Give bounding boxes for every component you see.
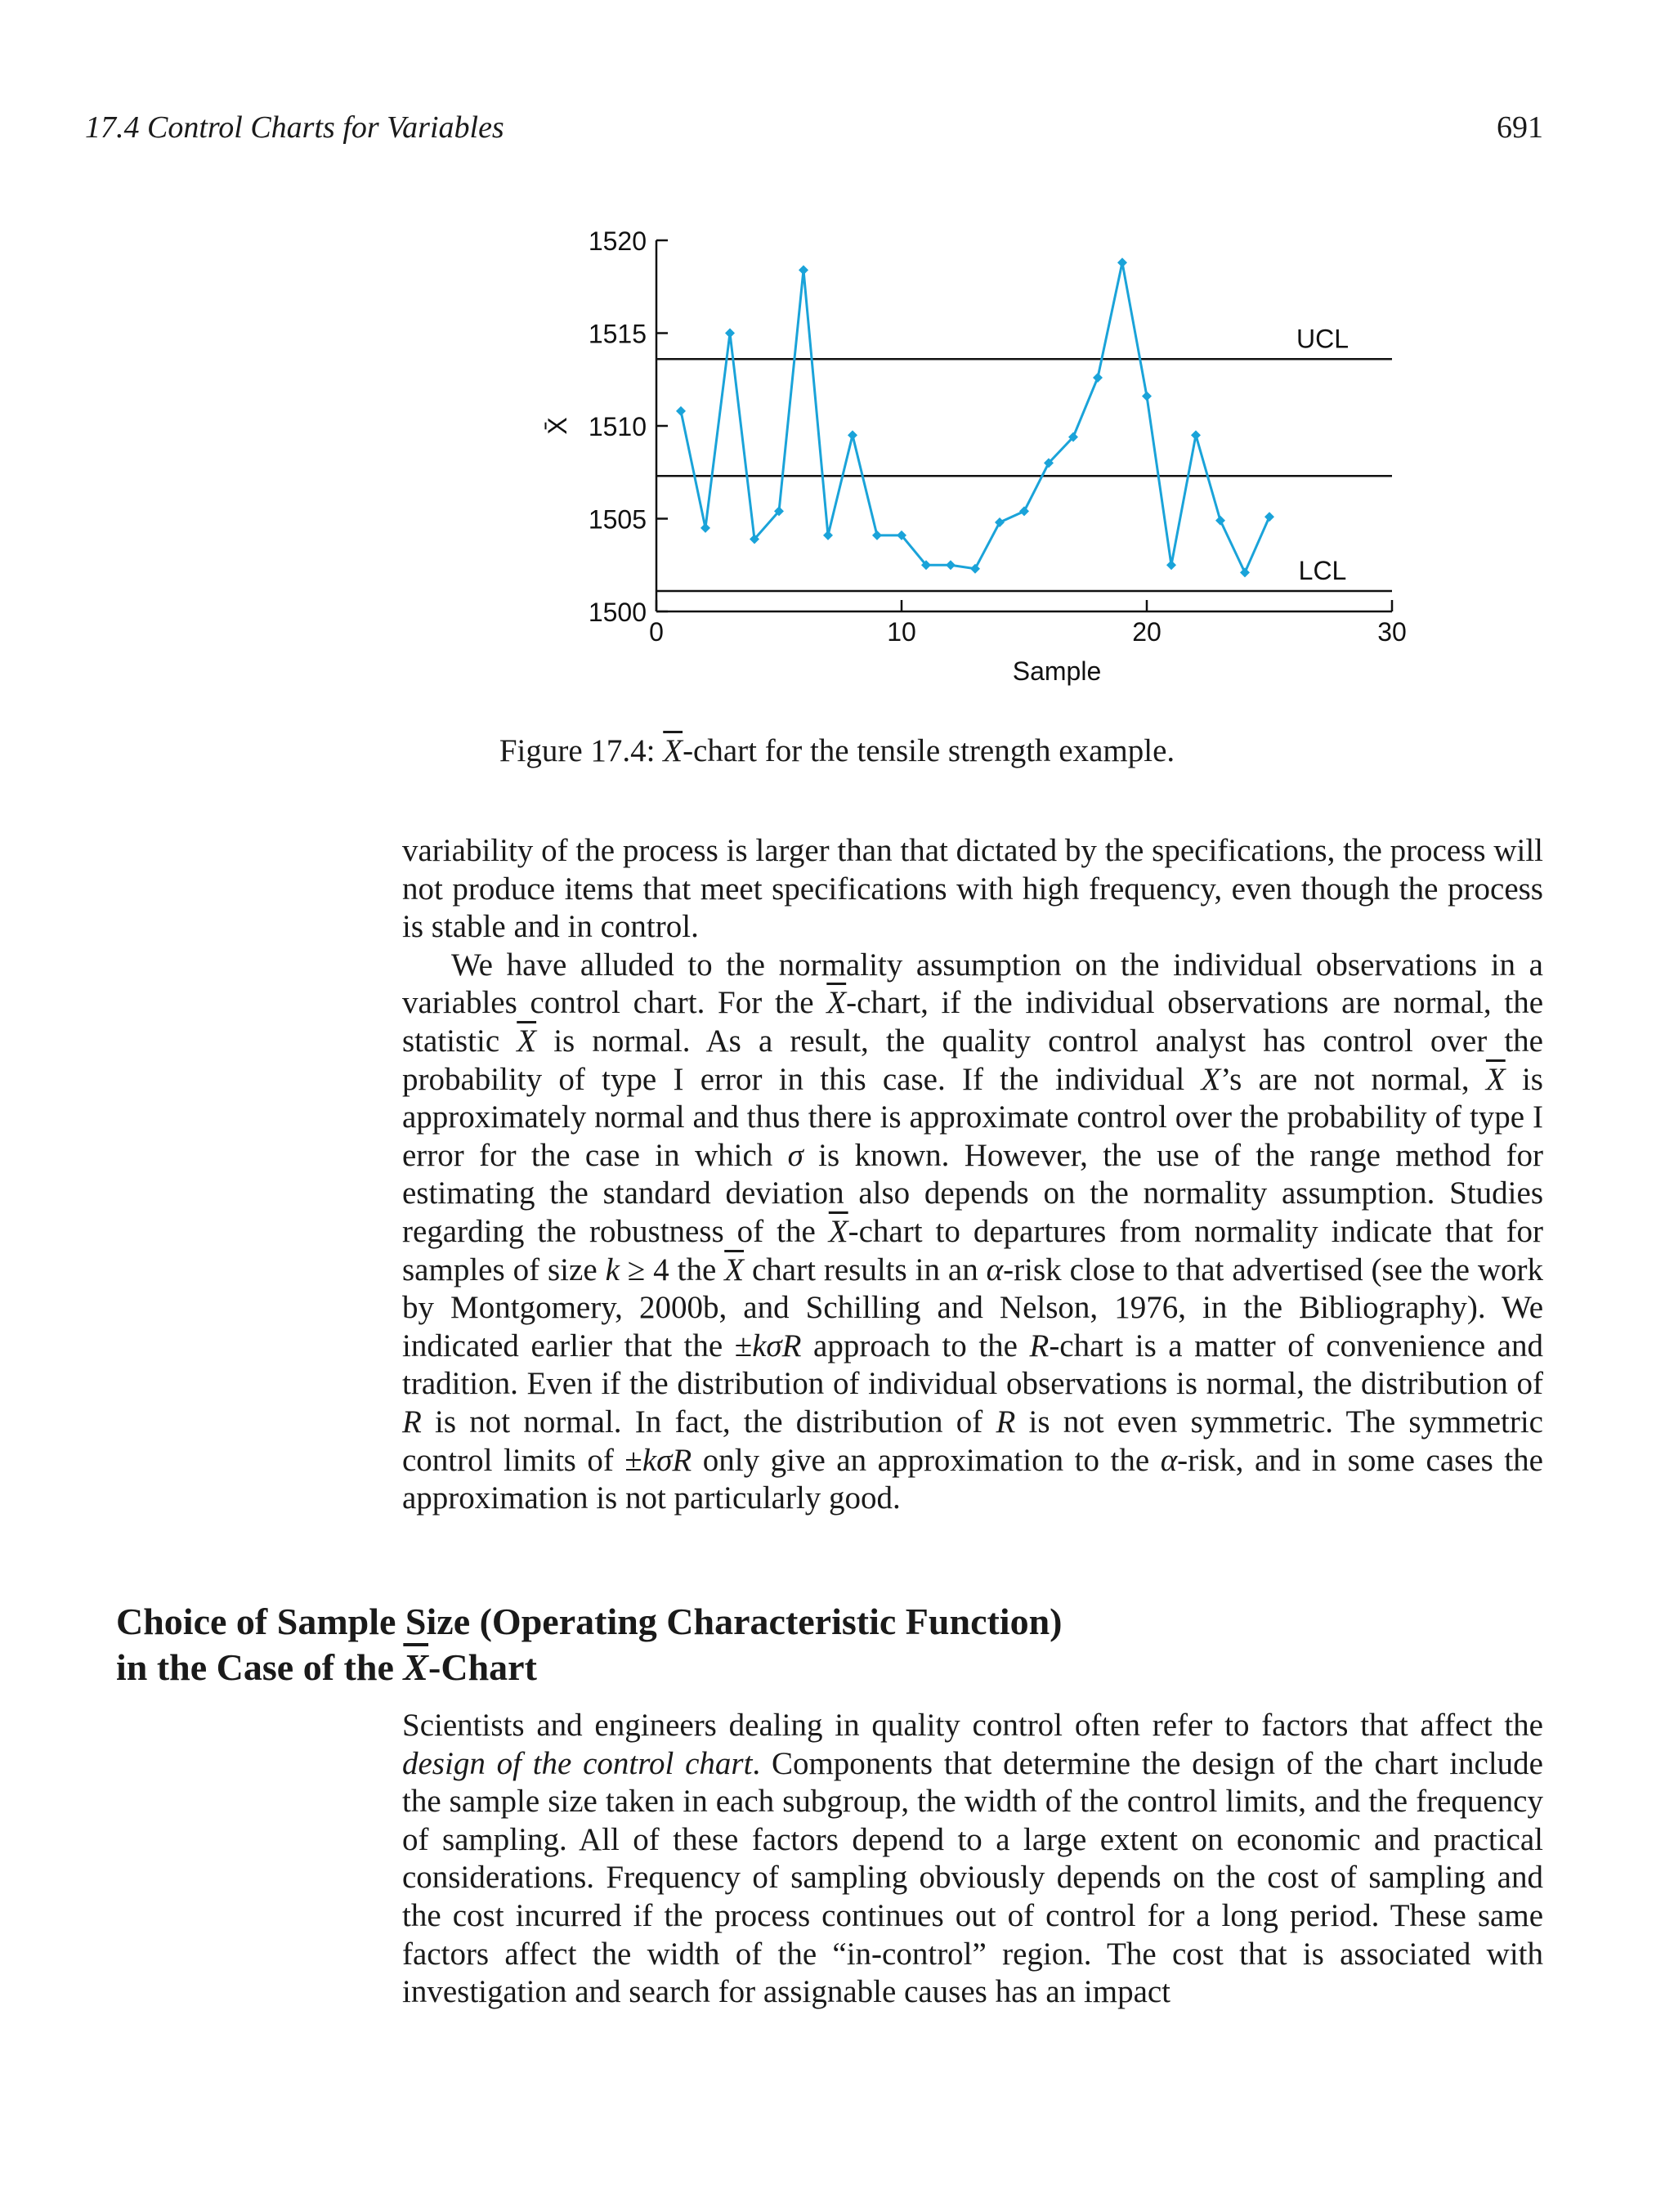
data-point-6 — [799, 265, 808, 275]
data-point-25 — [1264, 512, 1274, 522]
xbar-chart — [0, 0, 1674, 719]
data-point-18 — [1093, 373, 1103, 383]
x-tick-label-10: 10 — [887, 617, 916, 647]
x-tick-label-0: 0 — [649, 617, 664, 647]
data-point-2 — [700, 523, 710, 533]
figure-caption — [0, 732, 1674, 769]
caption-xbar: $\overline{X}$ — [663, 733, 683, 768]
data-point-7 — [823, 531, 833, 540]
data-point-15 — [1019, 506, 1029, 516]
y-tick-label-1500: 1500 — [588, 598, 647, 627]
y-tick-label-1510: 1510 — [588, 412, 647, 441]
data-point-22 — [1191, 430, 1201, 440]
page-number: 691 — [1497, 110, 1543, 145]
body-text-2 — [402, 1707, 1543, 2012]
data-point-20 — [1142, 392, 1152, 401]
data-point-24 — [1240, 567, 1250, 577]
data-point-13 — [970, 564, 980, 574]
data-point-9 — [872, 531, 882, 540]
x-axis-label: Sample — [1012, 656, 1102, 686]
data-point-21 — [1166, 560, 1176, 570]
data-point-23 — [1215, 516, 1225, 526]
data-point-8 — [848, 430, 857, 440]
x-tick-label-20: 20 — [1132, 617, 1162, 647]
paragraph-3: Scientists and engineers dealing in quality control often refer to factors that affect the design of the control chart. Components that determine the design of the chart include the sample size taken in each subgroup, the width of the control limits, and the frequency of sampling. All of these factors depend to a large extent on economic and practical considerations. Frequency of sampling obviously depends on the cost of sampling and the cost incurred if the process continues out of control for a long period. These same factors affect the width of the “in-control” region. The cost that is associated with investigation and search for assignable causes has an impact — [402, 1708, 1543, 2010]
paragraph-1: variability of the process is larger than that dictated by the specifications, the process will not produce items that meet specifications with high frequency, even though the process is stable and in control. — [402, 833, 1543, 945]
y-tick-label-1505: 1505 — [588, 504, 647, 535]
data-point-19 — [1117, 257, 1127, 267]
paragraph-2: We have alluded to the normality assumption on the individual observations in a variables control chart. For the $\overline{X}$-chart, if the individual observations are normal, the statistic $\overline{X}$ is normal. As a result, the quality control analyst has control over the probability of type I error in this case. If the individual X’s are not normal, $\overline{X}$ is approximately normal and thus there is approximate control over the probability of type I error for the case in which σ is known. However, the use of the range method for estimating the standard deviation also depends on the normality assumption. Studies regarding the robustness of the $\overline{X}$-chart to departures from normality indicate that for samples of size k ≥ 4 the $\overline{X}$ chart results in an α-risk close to that advertised (see the work by Montgomery, 2000b, and Schilling and Nelson, 1976, in the Bibliography). We indicated earlier that the ±kσR approach to the R-chart is a matter of convenience and tradition. Even if the distribution of individual observations is normal, the distribution of R is not normal. In fact, the distribution of R is not even symmetric. The symmetric control limits of ±kσR only give an approximation to the α-risk, and in some cases the approximation is not particularly good. — [402, 947, 1544, 1516]
y-tick-label-1520: 1520 — [588, 226, 647, 256]
heading-line-1: Choice of Sample Size (Operating Characteristic Function) — [116, 1601, 1063, 1642]
control-label-lcl: LCL — [1298, 556, 1347, 586]
data-point-14 — [995, 517, 1005, 527]
data-point-12 — [946, 560, 956, 570]
data-point-1 — [676, 406, 686, 416]
body-text-1 — [402, 832, 1543, 1518]
data-point-3 — [725, 329, 735, 338]
y-tick-label-1515: 1515 — [588, 319, 647, 349]
heading-line-2: in the Case of the $\overline{X}$-Chart — [116, 1646, 537, 1688]
x-tick-label-30: 30 — [1377, 617, 1407, 647]
section-title: 17.4 Control Charts for Variables — [85, 110, 504, 145]
control-label-ucl: UCL — [1296, 324, 1349, 354]
caption-rest: -chart for the tensile strength example. — [683, 733, 1175, 768]
series-line — [681, 262, 1269, 572]
y-axis-label: X̄ — [543, 417, 572, 435]
section-heading — [116, 1599, 1506, 1690]
caption-prefix: Figure 17.4: — [499, 733, 664, 768]
